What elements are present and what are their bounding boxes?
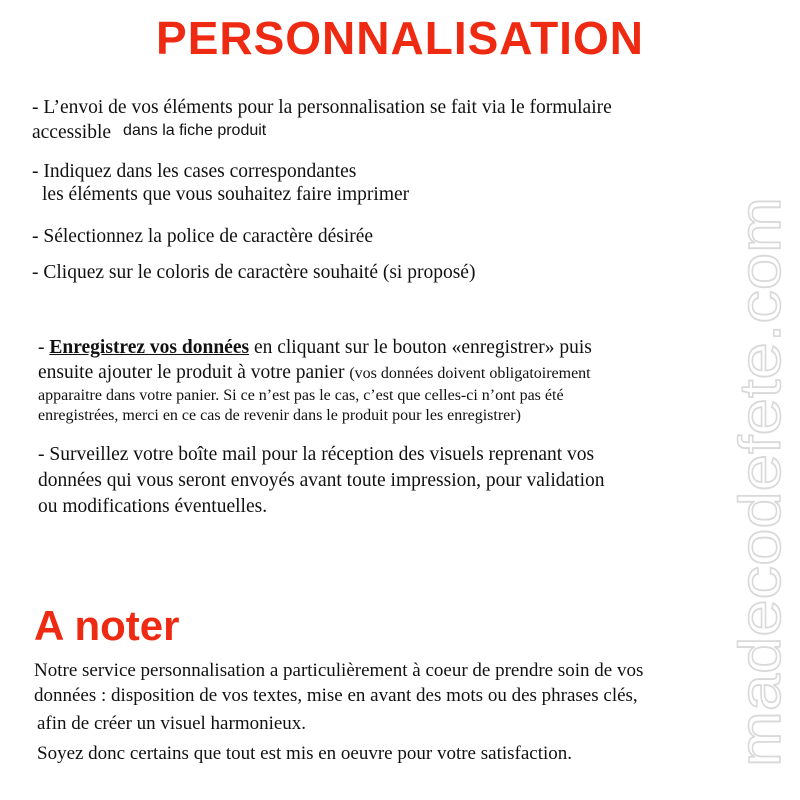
- note-paragraph-1-line-3: afin de créer un visuel harmonieux.: [37, 713, 307, 734]
- bullet-1-note: dans la fiche produit: [123, 122, 267, 139]
- page-title: PERSONNALISATION: [156, 12, 644, 64]
- note-paragraph-2: Soyez donc certains que tout est mis en oeuvre pour votre satisfaction.: [37, 743, 573, 764]
- bullet-2-line-1: - Indiquez dans les cases correspondantes: [32, 161, 357, 182]
- note-heading: A noter: [34, 602, 180, 649]
- bullet-1-line-1: - L’envoi de vos éléments pour la personnalisation se fait via le formulaire: [32, 97, 612, 118]
- save-data-emphasis: Enregistrez vos données: [49, 337, 250, 358]
- watermark-text: madecodefete.com: [728, 273, 793, 767]
- bullet-5-line-1: - Enregistrez vos données en cliquant sur le bouton «enregistrer» puis: [38, 337, 592, 358]
- note-paragraph-1-line-1: Notre service personnalisation a particulièrement à coeur de prendre soin de vos: [34, 660, 644, 681]
- bullet-5-line-4: enregistrées, merci en ce cas de revenir dans le produit pour les enregistrer): [38, 407, 521, 424]
- bullet-3: - Sélectionnez la police de caractère désirée: [32, 226, 374, 247]
- watermark: [700, 192, 800, 772]
- bullet-6-line-2: données qui vous seront envoyés avant toute impression, pour validation: [38, 470, 605, 491]
- bullet-5-line-2: ensuite ajouter le produit à votre panier (vos données doivent obligatoirement: [38, 362, 591, 383]
- bullet-5-line-3: apparaitre dans votre panier. Si ce n’est pas le cas, c’est que celles-ci n’ont pas été: [38, 387, 564, 404]
- bullet-2-line-2: les éléments que vous souhaitez faire imprimer: [42, 184, 410, 205]
- bullet-6-line-3: ou modifications éventuelles.: [38, 496, 268, 517]
- bullet-4: - Cliquez sur le coloris de caractère souhaité (si proposé): [32, 262, 476, 283]
- bullet-6-line-1: - Surveillez votre boîte mail pour la réception des visuels reprenant vos: [38, 444, 595, 465]
- bullet-1-line-2: accessible dans la fiche produit: [32, 122, 267, 143]
- note-paragraph-1-line-2: données : disposition de vos textes, mise en avant des mots ou des phrases clés,: [34, 685, 638, 706]
